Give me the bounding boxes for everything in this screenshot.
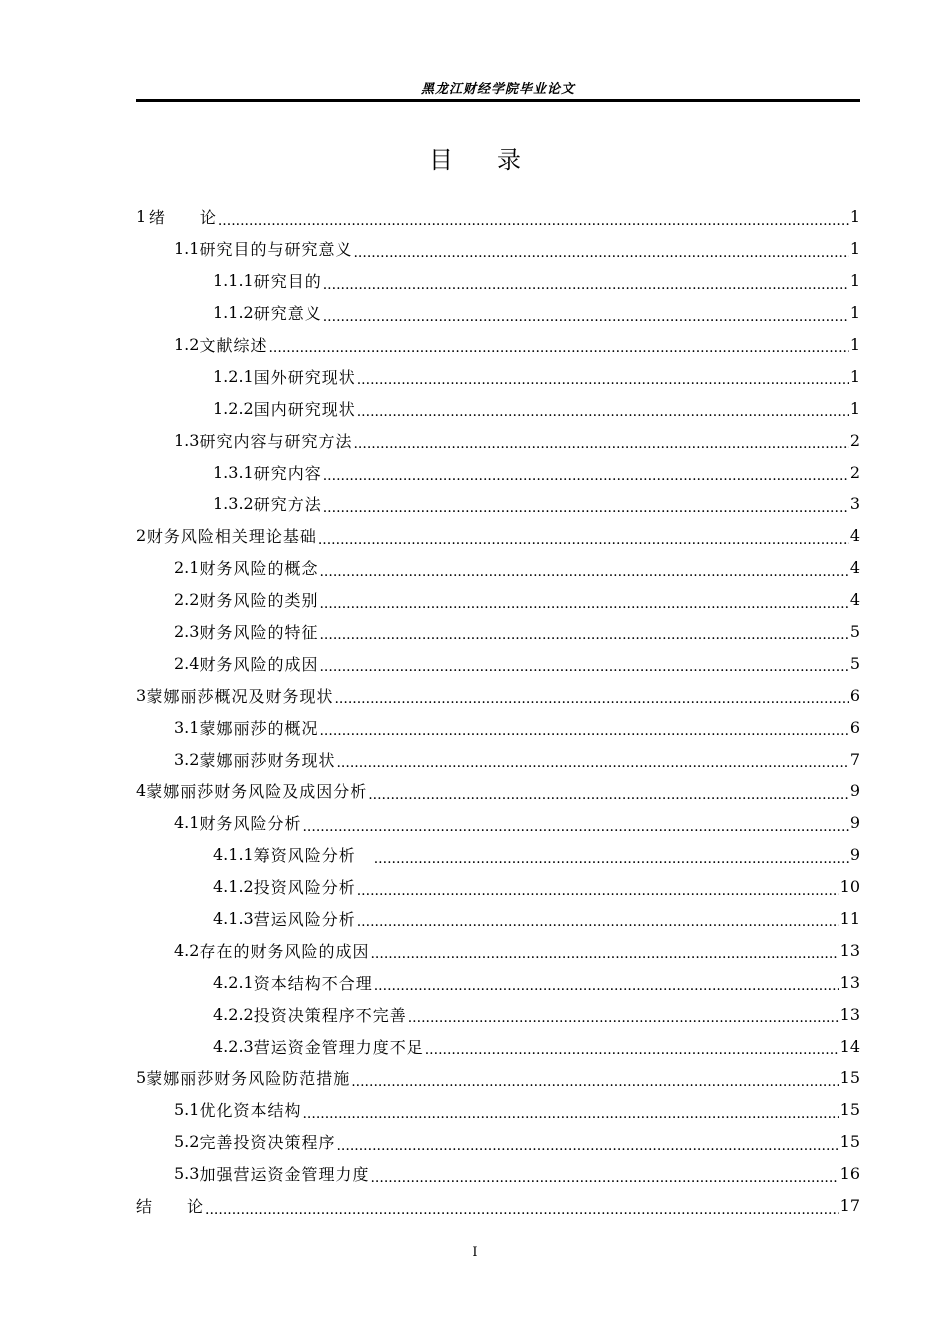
toc-entry[interactable] [136,1190,860,1222]
toc-entry[interactable] [136,775,860,807]
toc-entry-title: 蒙娜丽莎概况及财务现状 [146,686,334,706]
toc-entry-title: 研究目的 [253,272,322,292]
toc-dot-leader [368,785,849,807]
toc-entry-title: 财务风险相关理论基础 [146,527,317,547]
header-rule [136,99,860,102]
toc-entry-title: 研究目的与研究意义 [199,240,353,260]
toc-entry[interactable] [136,903,860,935]
toc-entry-page: 1 [849,398,860,418]
toc-entry[interactable] [136,1094,860,1126]
toc-entry-title: 蒙娜丽莎的概况 [199,718,319,738]
toc-dot-leader [408,1008,839,1030]
toc-title: 目录 [429,146,565,174]
toc-entry-page: 1 [849,335,860,354]
toc-dot-leader [323,498,849,520]
toc-entry-number: 4.2.1 [213,972,254,992]
toc-entry-title: 财务风险分析 [199,814,302,834]
toc-entry-page: 11 [839,909,860,929]
toc-entry-title: 研究内容与研究方法 [199,431,353,451]
toc-entry[interactable] [136,552,860,584]
toc-dot-leader [351,1072,838,1094]
toc-entry-number: 5 [136,1068,147,1088]
toc-entry-page: 1 [849,207,860,227]
toc-entry[interactable] [136,456,860,488]
toc-entry[interactable] [136,201,860,233]
toc-entry[interactable] [136,934,860,966]
toc-entry-page: 4 [849,558,860,578]
toc-entry-title: 财务风险的概念 [199,559,319,579]
toc-entry-title: 财务风险的类别 [199,591,319,611]
toc-entry-page: 14 [839,1036,860,1056]
toc-entry-page: 13 [839,1004,860,1024]
toc-dot-leader [353,243,848,265]
toc-entry-page: 13 [839,972,860,992]
toc-entry-number: 2.2 [174,590,200,610]
toc-entry-page: 4 [849,590,860,610]
toc-dot-leader [374,849,849,871]
toc-entry-page: 1 [849,366,860,386]
toc-entry-page: 3 [849,494,860,514]
page-number: I [472,1245,478,1260]
toc-entry-page: 9 [849,845,860,865]
toc-entry-number: 4.1 [174,813,200,833]
toc-entry-number: 4.2.2 [213,1004,254,1024]
toc-entry-page: 1 [849,271,860,291]
toc-entry-page: 5 [849,653,860,673]
toc-entry-number: 1.2.1 [213,366,254,386]
toc-entry-title: 国内研究现状 [253,399,356,419]
toc-dot-leader [319,625,848,647]
toc-entry-title: 结 论 [136,1197,205,1217]
toc-entry-page: 1 [849,303,860,323]
toc-entry-number: 1.2 [174,335,200,354]
toc-entry-number: 2.4 [174,653,200,673]
toc-entry[interactable] [136,743,860,775]
toc-dot-leader [323,466,849,488]
toc-entry-title: 绪 论 [148,208,217,228]
toc-entry-page: 4 [849,526,860,546]
toc-entry-title: 优化资本结构 [199,1101,302,1121]
toc-entry-number: 2 [136,526,147,546]
toc-entry-number: 4.2 [174,940,200,960]
toc-dot-leader [357,912,839,934]
toc-entry-title: 投资决策程序不完善 [253,1005,407,1025]
toc-entry[interactable] [136,360,860,392]
toc-entry-number: 3 [136,685,147,705]
toc-entry-title: 蒙娜丽莎财务现状 [199,750,336,770]
toc-dot-leader [318,530,849,552]
toc-entry-title: 加强营运资金管理力度 [199,1165,370,1185]
toc-entry-page: 5 [849,622,860,642]
toc-dot-leader [357,402,849,424]
toc-entry-number: 1.1 [174,239,200,259]
toc-entry-title: 营运资金管理力度不足 [253,1037,424,1057]
toc-entry-title: 存在的财务风险的成因 [199,941,370,961]
toc-entry-number: 1.3 [174,430,200,450]
toc-entry[interactable] [136,297,860,329]
toc-dot-leader [302,817,848,839]
toc-dot-leader [374,976,839,998]
toc-entry-page: 6 [849,685,860,705]
toc-dot-leader [334,689,848,711]
toc-dot-leader [319,594,848,616]
toc-entry[interactable] [136,998,860,1030]
toc-entry-number: 2.3 [174,622,200,642]
toc-entry[interactable] [136,488,860,520]
toc-dot-leader [323,307,849,329]
toc-dot-leader [370,1168,838,1190]
toc-entry-number: 5.1 [174,1100,200,1120]
toc-entry[interactable] [136,265,860,297]
toc-entry-page: 2 [849,462,860,482]
toc-dot-leader [425,1040,839,1062]
toc-entry[interactable] [136,616,860,648]
toc-entry-title: 国外研究现状 [253,367,356,387]
toc-entry-page: 1 [849,239,860,259]
toc-dot-leader [302,1104,838,1126]
toc-entry-number: 4.1.3 [213,909,254,929]
toc-dot-leader [336,753,848,775]
toc-entry[interactable] [136,871,860,903]
toc-entry-title: 文献综述 [199,336,268,355]
toc-entry-number: 5.2 [174,1132,200,1152]
toc-dot-leader [336,1136,838,1158]
toc-entry-number: 4 [136,781,147,801]
toc-entry-title: 蒙娜丽莎财务风险及成因分析 [146,782,368,802]
toc-entry-number: 3.1 [174,717,200,737]
toc-entry-page: 2 [849,430,860,450]
toc-entry[interactable] [136,807,860,839]
toc-entry-page: 6 [849,717,860,737]
toc-entry[interactable] [136,839,860,871]
toc-dot-leader [205,1200,839,1222]
toc-entry-title: 研究意义 [253,304,322,324]
toc-dot-leader [357,881,839,903]
toc-entry-number: 1.3.2 [213,494,254,514]
toc-entry-number: 2.1 [174,558,200,578]
toc-entry-title: 筹资风险分析 [253,846,373,866]
toc-entry[interactable] [136,584,860,616]
toc-entry-number: 5.3 [174,1164,200,1184]
toc-dot-leader [323,275,849,297]
toc-entry-title: 研究方法 [253,495,322,515]
toc-entry-page: 10 [839,877,860,897]
toc-entry-page: 15 [839,1100,860,1120]
page-header: 黑龙江财经学院毕业论文 [420,82,575,97]
toc-dot-leader [319,657,848,679]
toc-entry-number: 4.1.2 [213,877,254,897]
toc-entry-number: 1.3.1 [213,462,254,482]
toc-entry[interactable] [136,966,860,998]
toc-dot-leader [357,370,849,392]
toc-entry-page: 9 [849,781,860,801]
toc-entry[interactable] [136,329,860,361]
toc-entry-title: 完善投资决策程序 [199,1133,336,1153]
toc-dot-leader [370,944,838,966]
toc-entry-number: 1 [136,207,147,227]
toc-entry[interactable] [136,520,860,552]
toc-entry-title: 资本结构不合理 [253,973,373,993]
toc-entry[interactable] [136,647,860,679]
toc-dot-leader [353,434,848,456]
toc-dot-leader [319,562,848,584]
toc-entry[interactable] [136,233,860,265]
toc-entry-title: 财务风险的特征 [199,623,319,643]
toc-entry-page: 15 [839,1068,860,1088]
toc-entry[interactable] [136,1030,860,1062]
toc-entry[interactable] [136,1158,860,1190]
toc-entry-number: 3.2 [174,749,200,769]
toc-entry[interactable] [136,1126,860,1158]
toc-entry-page: 9 [849,813,860,833]
toc-dot-leader [218,211,849,233]
toc-entry-page: 13 [839,940,860,960]
toc-entry-page: 15 [839,1132,860,1152]
toc-entry-number: 4.1.1 [213,845,254,865]
toc-entry[interactable] [136,711,860,743]
toc-entry-number: 4.2.3 [213,1036,254,1056]
toc-entry-page: 17 [839,1196,860,1216]
toc-entry[interactable] [136,392,860,424]
toc-dot-leader [319,721,848,743]
toc-entry-title: 财务风险的成因 [199,654,319,674]
toc-entry[interactable] [136,424,860,456]
toc-entry-title: 蒙娜丽莎财务风险防范措施 [146,1069,351,1089]
toc-entry-number: 1.2.2 [213,398,254,418]
toc-entry-title: 营运风险分析 [253,910,356,930]
toc-entry-title: 研究内容 [253,463,322,483]
toc-entry-title: 投资风险分析 [253,878,356,898]
toc-entry[interactable] [136,1062,860,1094]
toc-entry-number: 1.1.1 [213,271,254,291]
toc-entry-page: 7 [849,749,860,769]
toc-entry[interactable] [136,679,860,711]
toc-entry-number: 1.1.2 [213,303,254,323]
toc-dot-leader [268,338,848,360]
toc-entry-page: 16 [839,1164,860,1184]
table-of-contents [136,201,860,1222]
